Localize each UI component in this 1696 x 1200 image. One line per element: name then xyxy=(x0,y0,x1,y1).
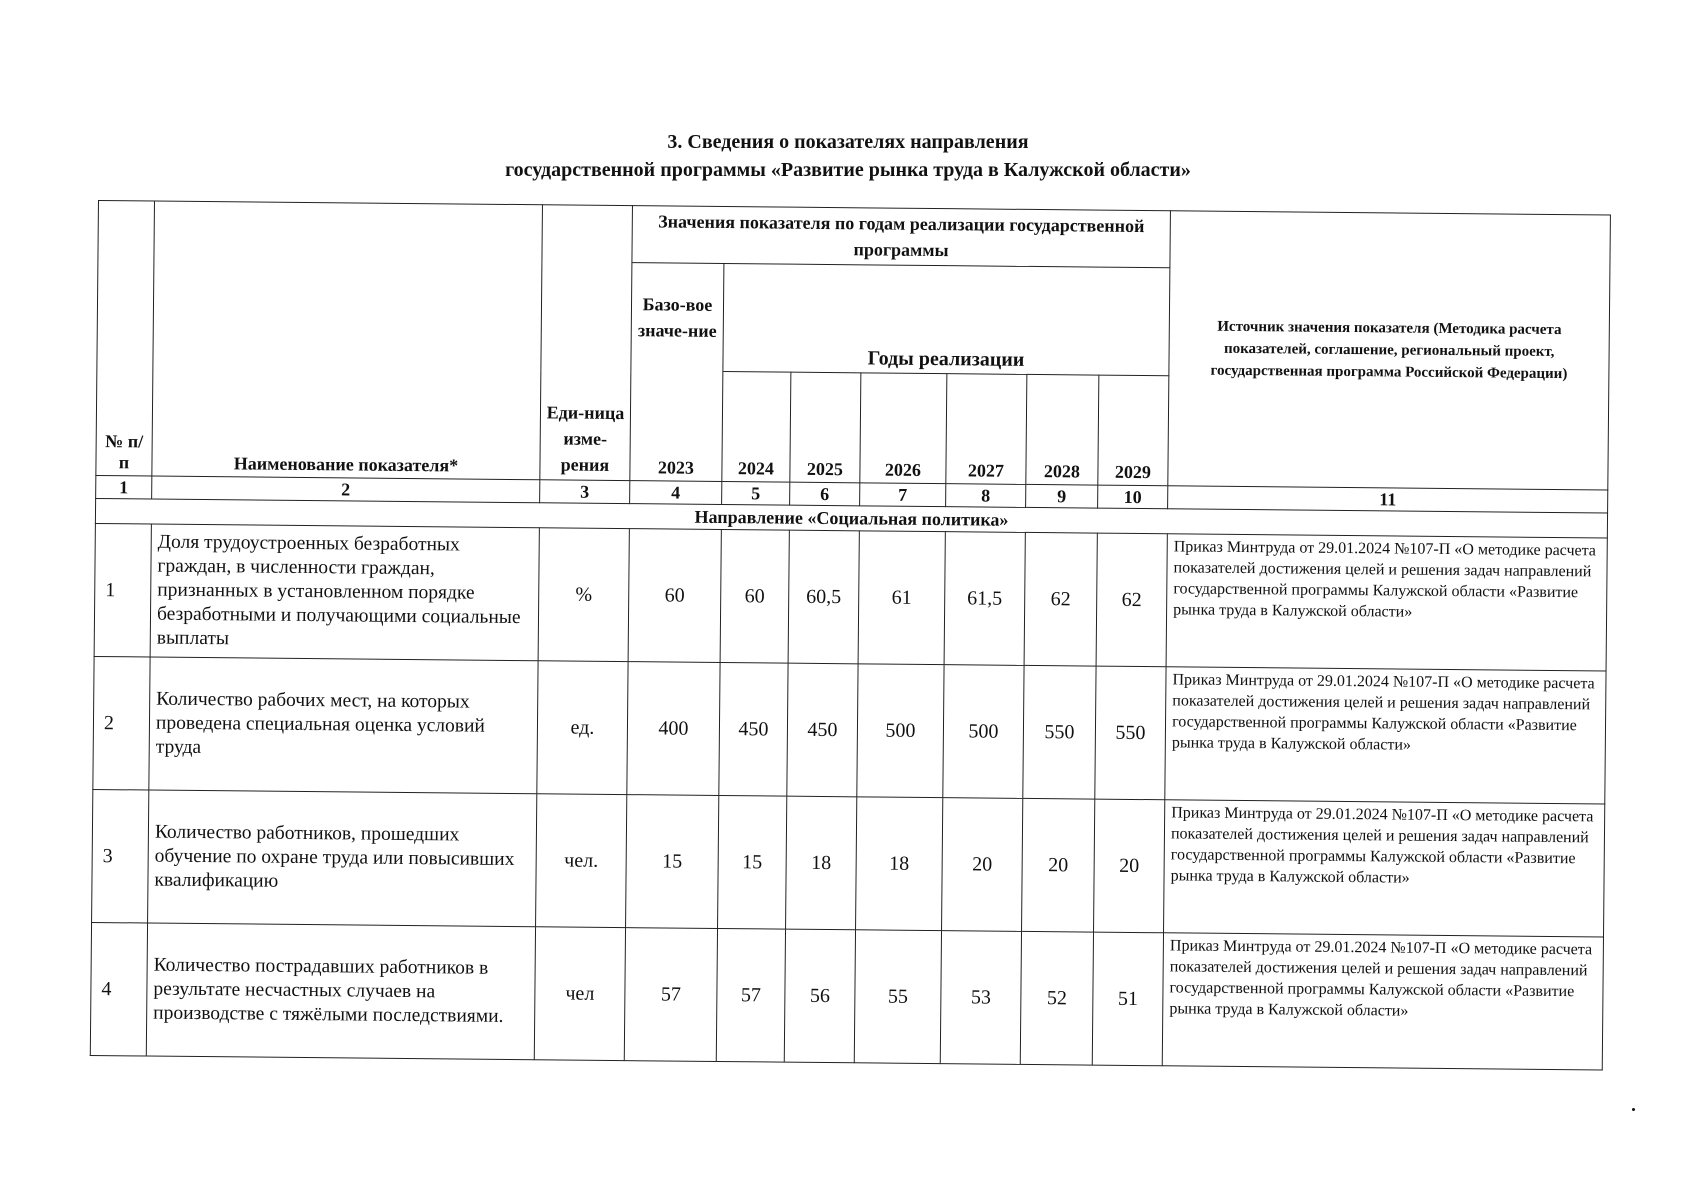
header-year-2024: 2024 xyxy=(722,372,791,483)
document-title xyxy=(0,128,1696,184)
indicator-name: Количество пострадавших работников в результате несчастных случаев на производстве с тяжёлыми последствиями. xyxy=(146,923,535,1060)
scan-speck xyxy=(1632,1108,1635,1111)
value-cell: 550 xyxy=(1023,665,1096,799)
table-row xyxy=(93,656,1606,804)
value-cell: 20 xyxy=(1094,799,1165,933)
header-unit: Еди-ница изме-рения xyxy=(540,205,633,481)
value-cell: 56 xyxy=(784,929,855,1063)
indicator-source: Приказ Минтруда от 29.01.2024 №107-П «О методике расчета показателей достижения целей и решения задач направлений государственной программы Калужской области «Развитие рынка труда в Калужской области» xyxy=(1162,933,1603,1070)
indicator-unit: % xyxy=(538,528,629,662)
value-cell: 18 xyxy=(856,797,943,931)
column-number: 11 xyxy=(1168,486,1608,513)
row-number: 2 xyxy=(93,656,150,790)
value-cell: 60,5 xyxy=(788,530,859,664)
indicators-table xyxy=(90,200,1611,1070)
value-cell: 61 xyxy=(858,531,945,665)
table-row xyxy=(90,922,1603,1070)
value-cell: 20 xyxy=(1022,798,1095,932)
value-cell: 51 xyxy=(1092,932,1163,1066)
header-year-2029: 2029 xyxy=(1098,375,1169,486)
table-row xyxy=(92,789,1605,937)
column-number: 3 xyxy=(540,480,630,504)
column-number: 10 xyxy=(1098,485,1168,509)
indicator-name: Количество рабочих мест, на которых проведена специальная оценка условий труда xyxy=(149,657,538,794)
section-title: Направление «Социальная политика» xyxy=(95,498,1607,538)
column-number: 5 xyxy=(722,482,790,506)
value-cell: 500 xyxy=(943,665,1024,799)
column-number: 9 xyxy=(1026,484,1098,508)
value-cell: 53 xyxy=(940,931,1021,1065)
value-cell: 15 xyxy=(718,795,787,929)
column-number: 6 xyxy=(790,482,860,506)
value-cell: 15 xyxy=(626,795,719,929)
value-cell: 61,5 xyxy=(944,532,1025,666)
header-values-group: Значения показателя по годам реализации государственной программы xyxy=(632,206,1171,268)
indicator-source: Приказ Минтруда от 29.01.2024 №107-П «О методике расчета показателей достижения целей и решения задач направлений государственной программы Калужской области «Развитие рынка труда в Калужской области» xyxy=(1164,800,1605,937)
header-year-2026: 2026 xyxy=(860,373,947,484)
indicator-source: Приказ Минтруда от 29.01.2024 №107-П «О методике расчета показателей достижения целей и решения задач направлений государственной программы Калужской области «Развитие рынка труда в Калужской области» xyxy=(1165,667,1606,804)
header-base-value: Базо-вое значе-ние xyxy=(631,263,724,372)
value-cell: 57 xyxy=(624,928,717,1062)
indicator-unit: чел xyxy=(534,927,625,1061)
column-number: 4 xyxy=(630,481,722,505)
value-cell: 500 xyxy=(857,664,944,798)
column-number: 1 xyxy=(96,475,152,499)
indicator-unit: чел. xyxy=(536,794,627,928)
header-year-2023: 2023 xyxy=(630,371,723,482)
column-number: 8 xyxy=(946,484,1026,508)
header-source: Источник значения показателя (Методика расчета показателей, соглашение, региональный проект, государственная программа Российской Федерации) xyxy=(1168,211,1611,490)
value-cell: 550 xyxy=(1095,666,1166,800)
row-number: 4 xyxy=(90,922,147,1056)
value-cell: 62 xyxy=(1024,532,1097,666)
value-cell: 450 xyxy=(719,662,788,796)
value-cell: 20 xyxy=(942,798,1023,932)
value-cell: 62 xyxy=(1096,533,1167,667)
value-cell: 57 xyxy=(716,928,785,1062)
header-name: Наименование показателя* xyxy=(152,201,543,480)
indicator-unit: ед. xyxy=(537,661,628,795)
row-number: 1 xyxy=(94,523,151,657)
row-number: 3 xyxy=(92,789,149,923)
value-cell: 450 xyxy=(787,663,858,797)
header-year-2025: 2025 xyxy=(790,372,861,483)
indicator-source: Приказ Минтруда от 29.01.2024 №107-П «О методике расчета показателей достижения целей и решения задач направлений государственной программы Калужской области «Развитие рынка труда в Калужской области» xyxy=(1166,534,1607,671)
column-number: 2 xyxy=(152,476,540,503)
column-number: 7 xyxy=(860,483,946,507)
table-row xyxy=(94,523,1607,671)
header-no: № п/п xyxy=(96,201,155,477)
value-cell: 400 xyxy=(627,662,720,796)
value-cell: 60 xyxy=(720,529,789,663)
header-year-2027: 2027 xyxy=(946,374,1027,485)
value-cell: 18 xyxy=(786,796,857,930)
header-years-group: Годы реализации xyxy=(723,264,1170,376)
title-line-1: 3. Сведения о показателях направления xyxy=(667,131,1029,153)
title-line-2: государственной программы «Развитие рынка труда в Калужской области» xyxy=(505,159,1191,181)
indicator-name: Количество работников, прошедших обучение по охране труда или повысивших квалификацию xyxy=(148,790,537,927)
value-cell: 60 xyxy=(628,529,721,663)
indicator-name: Доля трудоустроенных безработных граждан, в численности граждан, признанных в установленном порядке безработными и получающими социальные выплаты xyxy=(150,524,539,661)
value-cell: 55 xyxy=(854,930,941,1064)
value-cell: 52 xyxy=(1020,931,1093,1065)
header-year-2028: 2028 xyxy=(1026,374,1099,485)
